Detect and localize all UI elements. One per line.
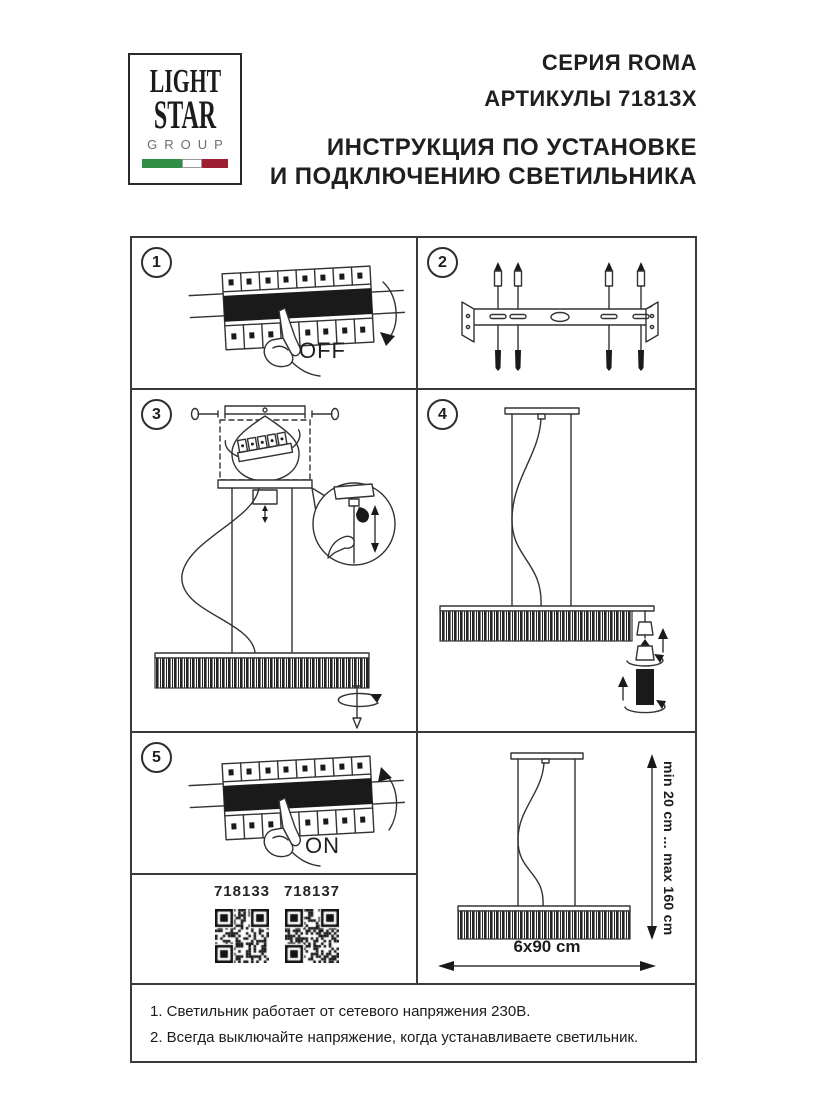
flag-white-stripe [182, 159, 203, 168]
step-3-cell [132, 390, 416, 731]
lightstar-logo [128, 53, 242, 185]
power-on-label: ON [305, 833, 340, 858]
step-4-cell [418, 390, 695, 731]
power-cord [182, 488, 259, 652]
breaker-on-diagram [132, 733, 416, 873]
width-dimension-line [438, 961, 656, 971]
power-cord [518, 763, 544, 906]
anchor-icon [514, 262, 522, 371]
step-5-number: 5 [141, 742, 172, 773]
lamp-shade-icon [458, 906, 630, 939]
step-1-cell [132, 238, 416, 388]
qr-group-718133 [210, 883, 274, 968]
step-1-number: 1 [141, 247, 172, 278]
flag-red-stripe [202, 159, 228, 168]
qr-code-label: 718137 [283, 883, 341, 900]
document-title-line2: И ПОДКЛЮЧЕНИЮ СВЕТИЛЬНИКА [269, 163, 697, 190]
socket-icon [637, 622, 653, 635]
suspension-cables [512, 414, 571, 606]
step-4-number: 4 [427, 399, 458, 430]
instruction-grid [130, 236, 697, 985]
step-5-cell [132, 733, 416, 873]
step-2-cell [418, 238, 695, 388]
qr-code [285, 909, 339, 963]
qr-code [215, 909, 269, 963]
ceiling-plate-icon [505, 408, 579, 414]
tube-bulb-icon [636, 669, 654, 705]
suspension-cables [232, 488, 292, 653]
side-screw-icon [192, 409, 219, 420]
logo-word-group: GROUP [147, 137, 230, 152]
hang-lamp-diagram [418, 390, 695, 731]
height-range-label: min 20 cm ... max 160 cm [661, 761, 677, 936]
rotate-arrow-icon [625, 704, 665, 713]
qr-codes-cell [132, 875, 416, 983]
circuit-breaker-icon [188, 264, 406, 351]
qr-group-718137 [280, 883, 344, 968]
switch-up-arrow-icon [378, 767, 397, 830]
dimensions-cell [418, 733, 695, 983]
series-title: СЕРИЯ ROMA [541, 50, 697, 75]
rotate-arrow-icon [338, 686, 382, 728]
cable-adjuster-detail-icon [313, 483, 395, 565]
qr-code-label: 718133 [213, 883, 271, 900]
bracket-bar-icon [462, 302, 658, 342]
note-2: 2. Всегда выключайте напряжение, когда устанавливаете светильник. [150, 1029, 639, 1046]
suspension-cables [518, 759, 575, 906]
logo-word-star: STAR [153, 92, 217, 137]
logo-word-light: LIGHT [149, 63, 222, 100]
italian-flag-icon [142, 159, 228, 168]
circuit-breaker-icon [188, 754, 406, 841]
power-cord [512, 419, 541, 606]
step-3-number: 3 [141, 399, 172, 430]
document-title [270, 133, 697, 191]
ceiling-plate-icon [511, 753, 583, 759]
lamp-shade-icon [440, 606, 654, 641]
note-1: 1. Светильник работает от сетевого напряжения 230В. [150, 1003, 531, 1020]
power-off-label: OFF [299, 338, 346, 363]
anchor-icon [637, 262, 645, 371]
wiring-balloon-icon [225, 416, 303, 481]
side-screw-icon [312, 409, 339, 420]
anchor-icon [605, 262, 613, 371]
mounting-bracket-diagram [418, 238, 695, 388]
height-dimension-line [647, 754, 657, 940]
shade-size-label: 6x90 cm [513, 937, 581, 956]
safety-notes-box [130, 983, 697, 1063]
lamp-shade-icon [155, 653, 369, 688]
article-number: АРТИКУЛЫ 71813X [484, 86, 697, 111]
flag-green-stripe [142, 159, 182, 168]
document-title-line1: ИНСТРУКЦИЯ ПО УСТАНОВКЕ [326, 134, 697, 161]
breaker-off-diagram [132, 238, 416, 388]
step-2-number: 2 [427, 247, 458, 278]
anchor-icon [494, 262, 502, 371]
canopy-install-diagram [132, 390, 416, 731]
